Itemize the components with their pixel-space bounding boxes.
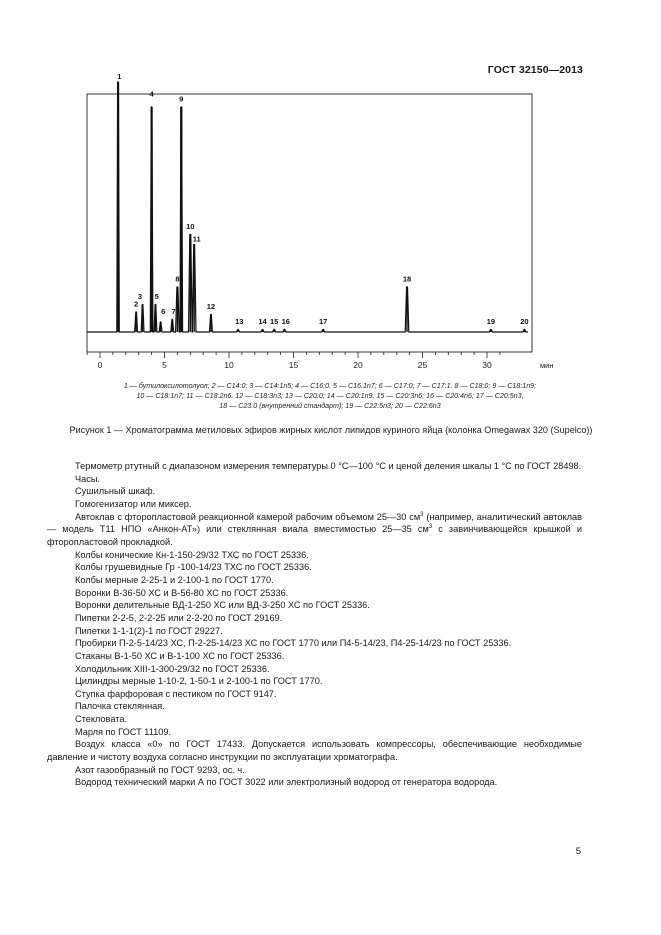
figure-caption: Рисунок 1 — Хроматограмма метиловых эфиров жирных кислот липидов куриного яйца (колонка Omegawax 320 (Supelco))	[69, 425, 593, 435]
body-text	[47, 460, 582, 789]
x-tick-label: 25	[417, 360, 428, 370]
peak-label-17: 17	[318, 317, 328, 326]
x-tick-label: 30	[482, 360, 492, 370]
peak-label-9: 9	[179, 94, 184, 104]
peak-label-11: 11	[192, 234, 201, 244]
paragraph: Колбы мерные 2-25-1 и 2-100-1 по ГОСТ 1770.	[75, 574, 274, 585]
peak-label-5: 5	[154, 292, 159, 301]
superscript: 3	[420, 511, 424, 518]
paragraph: Ступка фарфоровая с пестиком по ГОСТ 9147.	[75, 688, 277, 699]
paragraph: Стаканы В-1-50 ХС и В-1-100 ХС по ГОСТ 25336.	[75, 650, 285, 661]
plot-frame	[87, 94, 532, 352]
text-fragment: (например, аналитический автоклав — модель Т11 НПО «Анкон-АТ») или стеклянная виала вместимостью 25—35 см	[47, 511, 582, 535]
peak-label-4: 4	[149, 89, 154, 99]
paragraph: Пипетки 2-2-5, 2-2-25 или 2-2-20 по ГОСТ 29169.	[75, 612, 283, 623]
paragraph: Пипетки 1-1-1(2)-1 по ГОСТ 29227.	[75, 625, 223, 636]
paragraph: Колбы грушевидные Гр -100-14/23 ТХС по ГОСТ 25336.	[75, 562, 312, 573]
peak-label-12: 12	[206, 302, 216, 311]
peak-label-19: 19	[486, 317, 496, 326]
paragraph: Воронки делительные ВД-1-250 ХС или ВД-3-250 ХС по ГОСТ 25336.	[75, 600, 370, 611]
superscript: 3	[428, 524, 433, 531]
paragraph: Термометр ртутный с диапазоном измерения температуры 0 °С—100 °С и ценой деления шкалы 1 °С по ГОСТ 28498.	[75, 461, 582, 471]
chromatogram-chart	[0, 0, 661, 380]
peak-label-7: 7	[171, 307, 176, 316]
legend-line-2: 10 — C18:1n7; 11 — C18:2n6. 12 — C18:3n3; 13 — C20:0; 14 — C20:1n9. 15 — C20:3n6; 16 — C20:4n6; 17 — C20:5n3,	[136, 392, 524, 401]
legend-line-1: 1 — бутилоксилотолуол; 2 — C14:0; 3 — C14:1n5; 4 — C16:0. 5 — C16.1n7; 6 — C17:0; 7 — C17:1. 8 — C18:0; 9 — C18:1n9;	[123, 382, 537, 390]
peak-label-6: 6	[161, 307, 166, 316]
legend-line-3: 18 — C23.0 (внутренний стандарт); 19 — C22:5n3; 20 — C22:6n3	[219, 402, 441, 411]
x-axis-label: мин	[540, 361, 554, 370]
paragraph-autoclave	[47, 511, 582, 549]
paragraph: Воронки В-36-50 ХС и В-56-80 ХС по ГОСТ 25336.	[75, 587, 289, 598]
figure-legend	[60, 381, 600, 412]
paragraph: Стекловата.	[75, 714, 127, 725]
peak-label-8: 8	[175, 274, 180, 284]
peak-label-13: 13	[235, 317, 244, 326]
peak-label-14: 14	[258, 317, 267, 326]
paragraph: Холодильник ХIII-1-300-29/32 по ГОСТ 25336.	[75, 663, 270, 674]
text-fragment: с завинчивающейся крышкой и фторопластовой прокладкой.	[47, 524, 582, 547]
paragraph: Водород технический марки А по ГОСТ 3022 или электролизный водород от генератора водорода.	[75, 777, 498, 788]
peak-label-3: 3	[137, 292, 143, 301]
peak-label-16: 16	[281, 317, 290, 326]
paragraph: Гомогенизатор или миксер.	[75, 498, 192, 509]
paragraph: Цилиндры мерные 1-10-2, 1-50-1 и 2-100-1 по ГОСТ 1770.	[75, 676, 323, 687]
peak-label-15: 15	[269, 317, 279, 326]
x-tick-label: 15	[288, 360, 299, 370]
document-header: ГОСТ 32150—2013	[487, 64, 583, 76]
paragraph: Воздух класса «0» по ГОСТ 17433. Допускается использовать компрессоры, обеспечивающие необходимые давление и чистоту воздуха согласно инструкции по эксплуатации хроматографа.	[47, 739, 582, 763]
page-number: 5	[575, 846, 581, 857]
chromatogram-trace	[87, 82, 528, 332]
peak-label-10: 10	[186, 222, 195, 231]
paragraph: Пробирки П-2-5-14/23 ХС, П-2-25-14/23 ХС по ГОСТ 1770 или П4-5-14/23, П4-25-14/23 по ГОСТ 25336.	[75, 638, 512, 649]
x-tick-label: 10	[224, 360, 234, 370]
paragraph: Марля по ГОСТ 11109.	[75, 726, 172, 737]
paragraph: Азот газообразный по ГОСТ 9293, ос. ч.	[75, 764, 245, 775]
paragraph: Сушильный шкаф.	[75, 486, 156, 497]
paragraph: Часы.	[75, 473, 100, 484]
peak-label-2: 2	[134, 299, 139, 309]
peak-label-18: 18	[402, 274, 412, 284]
x-tick-label: 5	[162, 360, 167, 370]
paragraph: Палочка стеклянная.	[75, 701, 165, 712]
x-tick-label: 0	[97, 360, 103, 370]
x-tick-label: 20	[353, 360, 363, 370]
paragraph: Колбы конические Кн-1-150-29/32 ТХС по ГОСТ 25336.	[75, 549, 309, 560]
peak-label-20: 20	[520, 317, 529, 326]
peak-label-1: 1	[117, 72, 122, 81]
text-fragment: Автоклав с фторопластовой реакционной камерой рабочим объемом 25—30 см	[75, 511, 421, 522]
